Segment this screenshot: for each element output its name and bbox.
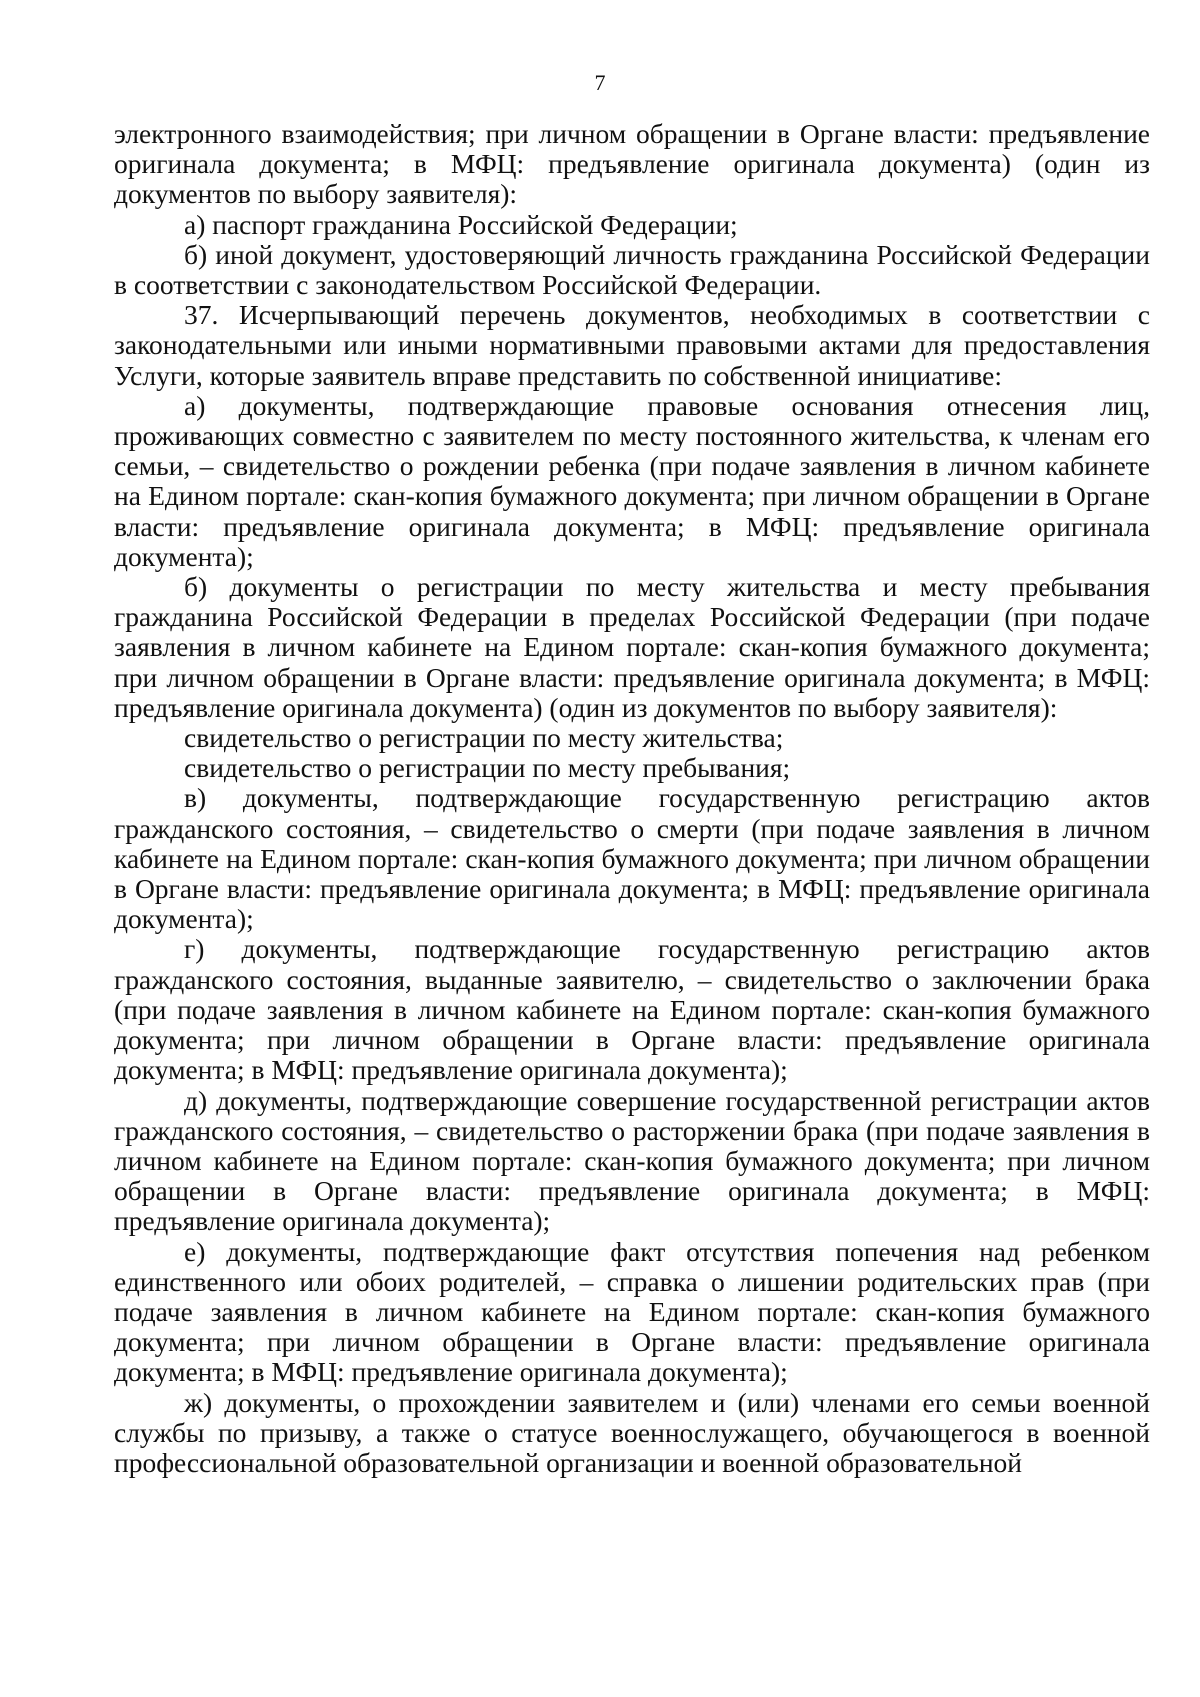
- clause-37: 37. Исчерпывающий перечень документов, необходимых в соответствии с законодательными или иными нормативными правовыми актами для предоставления Услуги, которые заявитель вправе представить по собственной инициативе:: [114, 299, 1150, 391]
- list-item-stay-certificate: свидетельство о регистрации по месту пребывания;: [184, 752, 791, 784]
- list-item-v-death-certificate: в) документы, подтверждающие государственную регистрацию актов гражданского состояния, – свидетельство о смерти (при подаче заявления в личном кабинете на Едином портале: скан-копия бумажного документа; при личном обращении в Органе власти: предъявление оригинала документа; в МФЦ: предъявление оригинала документа);: [114, 782, 1150, 935]
- list-item-b-identity-document: б) иной документ, удостоверяющий личность гражданина Российской Федерации в соответствии с законодательством Российской Федерации.: [114, 238, 1150, 301]
- list-item-b-registration-documents: б) документы о регистрации по месту жительства и месту пребывания гражданина Российской Федерации в пределах Российской Федерации (при подаче заявления в личном кабинете на Едином портале: скан-копия бумажного документа; при личном обращении в Органе власти: предъявление оригинала документа; в МФЦ: предъявление оригинала документа) (один из документов по выбору заявителя):: [114, 571, 1150, 723]
- list-item-a-family-documents: а) документы, подтверждающие правовые основания отнесения лиц, проживающих совместно с заявителем по месту постоянного жительства, к членам его семьи, – свидетельство о рождении ребенка (при подаче заявления в личном кабинете на Едином портале: скан-копия бумажного документа; при личном обращении в Органе власти: предъявление оригинала документа; в МФЦ: предъявление оригинала документа);: [114, 389, 1150, 572]
- list-item-e-parental-rights: е) документы, подтверждающие факт отсутствия попечения над ребенком единственного или обоих родителей, – справка о лишении родительских прав (при подаче заявления в личном кабинете на Едином портале: скан-копия бумажного документа; при личном обращении в Органе власти: предъявление оригинала документа; в МФЦ: предъявление оригинала документа);: [114, 1235, 1150, 1388]
- page-number: 7: [594, 70, 606, 95]
- document-body: [114, 119, 1150, 1478]
- list-item-d-divorce-certificate: д) документы, подтверждающие совершение государственной регистрации актов гражданского состояния, – свидетельство о расторжении брака (при подаче заявления в личном кабинете на Едином портале: скан-копия бумажного документа; при личном обращении в Органе власти: предъявление оригинала документа; в МФЦ: предъявление оригинала документа);: [114, 1084, 1150, 1237]
- list-item-residence-certificate: свидетельство о регистрации по месту жительства;: [184, 722, 784, 754]
- list-item-g-marriage-certificate: г) документы, подтверждающие государственную регистрацию актов гражданского состояния, выданные заявителю, – свидетельство о заключении брака (при подаче заявления в личном кабинете на Едином портале: скан-копия бумажного документа; при личном обращении в Органе власти: предъявление оригинала документа; в МФЦ: предъявление оригинала документа);: [114, 933, 1150, 1086]
- list-item-zh-military-service: ж) документы, о прохождении заявителем и (или) членами его семьи военной службы по призыву, а также о статусе военнослужащего, обучающегося в военной профессиональной образовательной организации и военной образовательной: [114, 1386, 1150, 1478]
- list-item-a-passport: а) паспорт гражданина Российской Федерации;: [184, 208, 738, 240]
- paragraph-continuation: электронного взаимодействия; при личном обращении в Органе власти: предъявление оригинала документа; в МФЦ: предъявление оригинала документа) (один из документов по выбору заявителя):: [114, 118, 1150, 210]
